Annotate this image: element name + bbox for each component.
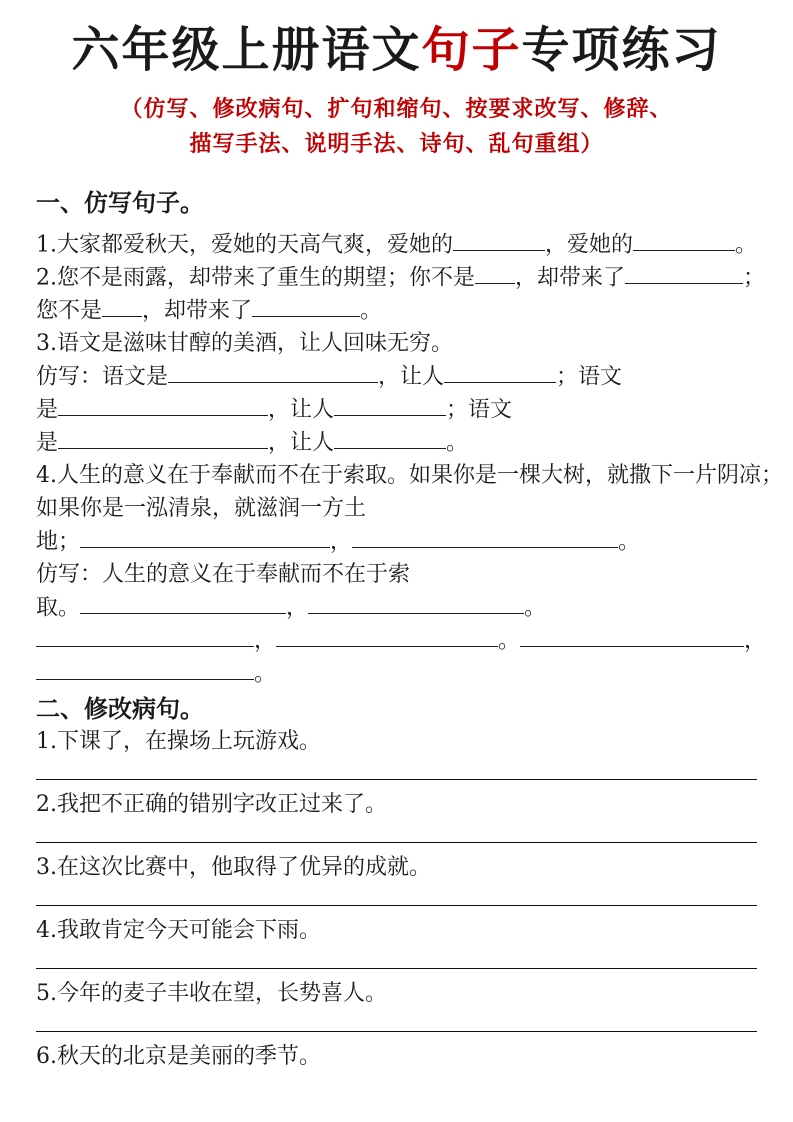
- title-suffix: 专项练习: [521, 22, 722, 78]
- answer-rule: [36, 968, 757, 969]
- answer-blank: [58, 393, 268, 416]
- title-highlight: 句子: [421, 22, 522, 78]
- line-text: 地；: [36, 529, 81, 555]
- question-text: 2.我把不正确的错别字改正过来了。: [36, 791, 387, 817]
- line-text: 取。: [36, 595, 81, 621]
- answer-blank: [334, 426, 446, 449]
- line-text: 如果你是一泓清泉，就滋润一方土: [36, 495, 367, 521]
- question-text: 6.秋天的北京是美丽的季节。: [36, 1043, 321, 1069]
- line-text: 仿写：语文是: [36, 364, 169, 390]
- line-text: ，却带来了: [142, 298, 253, 324]
- worksheet-line: [36, 228, 757, 261]
- worksheet-line: [36, 327, 757, 360]
- answer-blank: [633, 228, 735, 251]
- line-text: 。: [524, 595, 547, 621]
- line-text: ，让人: [268, 430, 335, 456]
- answer-rule: [36, 779, 757, 780]
- question-text: 1.下课了，在操场上玩游戏。: [36, 728, 321, 754]
- worksheet-line: [36, 624, 767, 657]
- answer-blank: [80, 525, 330, 548]
- section1-heading: 一、仿写句子。: [36, 187, 204, 217]
- line-text: ；: [743, 265, 766, 291]
- line-text: 。: [618, 529, 641, 555]
- answer-blank: [444, 360, 556, 383]
- worksheet-line: [36, 294, 757, 327]
- line-text: 。: [446, 430, 469, 456]
- line-text: 。: [254, 661, 277, 687]
- worksheet-line: [36, 492, 757, 525]
- line-text: ，: [744, 628, 767, 654]
- worksheet-line: [36, 261, 766, 294]
- line-text: ，: [330, 529, 353, 555]
- question-text: 3.在这次比赛中，他取得了优异的成就。: [36, 854, 431, 880]
- answer-blank: [252, 294, 360, 317]
- line-text: 。: [360, 298, 383, 324]
- line-text: 4.人生的意义在于奉献而不在于索取。如果你是一棵大树，就撒下一片阴凉；: [36, 462, 783, 488]
- line-text: 1.大家都爱秋天，爱她的天高气爽，爱她的: [36, 232, 453, 258]
- answer-blank: [453, 228, 545, 251]
- answer-blank: [625, 261, 743, 284]
- answer-blank: [102, 294, 142, 317]
- line-text: 2.您不是雨露，却带来了重生的期望；你不是: [36, 265, 475, 291]
- worksheet-line: [36, 393, 757, 426]
- worksheet-line: [36, 426, 757, 459]
- answer-blank: [80, 591, 286, 614]
- line-text: ，: [286, 595, 309, 621]
- worksheet-line: [36, 459, 783, 492]
- answer-blank: [168, 360, 378, 383]
- line-text: 是: [36, 430, 59, 456]
- line-text: ；语文: [556, 364, 623, 390]
- answer-blank: [475, 261, 515, 284]
- answer-blank: [308, 591, 524, 614]
- line-text: ，却带来了: [515, 265, 626, 291]
- line-text: ，: [254, 628, 277, 654]
- answer-blank: [520, 624, 744, 647]
- line-text: 您不是: [36, 298, 103, 324]
- answer-blank: [276, 624, 498, 647]
- worksheet-line: [36, 591, 757, 624]
- worksheet-line: [36, 558, 757, 591]
- answer-blank: [58, 426, 268, 449]
- line-text: 。: [735, 232, 758, 258]
- line-text: 。: [498, 628, 521, 654]
- section1-body: [36, 228, 783, 690]
- worksheet-line: [36, 360, 757, 393]
- worksheet-line: [36, 657, 757, 690]
- answer-rule: [36, 842, 757, 843]
- subtitle: [36, 92, 757, 162]
- answer-blank: [36, 624, 254, 647]
- answer-rule: [36, 905, 757, 906]
- line-text: ，爱她的: [545, 232, 634, 258]
- answer-blank: [334, 393, 446, 416]
- subtitle-line-2: 描写手法、说明手法、诗句、乱句重组）: [189, 130, 604, 157]
- section2-heading: 二、修改病句。: [36, 693, 204, 723]
- section2-body: [36, 726, 757, 1073]
- line-text: ，让人: [378, 364, 445, 390]
- line-text: 3.语文是滋味甘醇的美酒，让人回味无穷。: [36, 330, 453, 356]
- answer-rule: [36, 1031, 757, 1032]
- subtitle-line-1: （仿写、修改病句、扩句和缩句、按要求改写、修辞、: [120, 95, 673, 122]
- answer-blank: [352, 525, 618, 548]
- line-text: 仿写：人生的意义在于奉献而不在于索: [36, 561, 411, 587]
- title-prefix: 六年级上册语文: [71, 22, 422, 78]
- line-text: ，让人: [268, 397, 335, 423]
- page-title: [36, 22, 757, 80]
- question-text: 4.我敢肯定今天可能会下雨。: [36, 917, 321, 943]
- worksheet-line: [36, 525, 757, 558]
- line-text: 是: [36, 397, 59, 423]
- question-text: 5.今年的麦子丰收在望，长势喜人。: [36, 980, 387, 1006]
- line-text: ；语文: [446, 397, 513, 423]
- answer-blank: [36, 657, 254, 680]
